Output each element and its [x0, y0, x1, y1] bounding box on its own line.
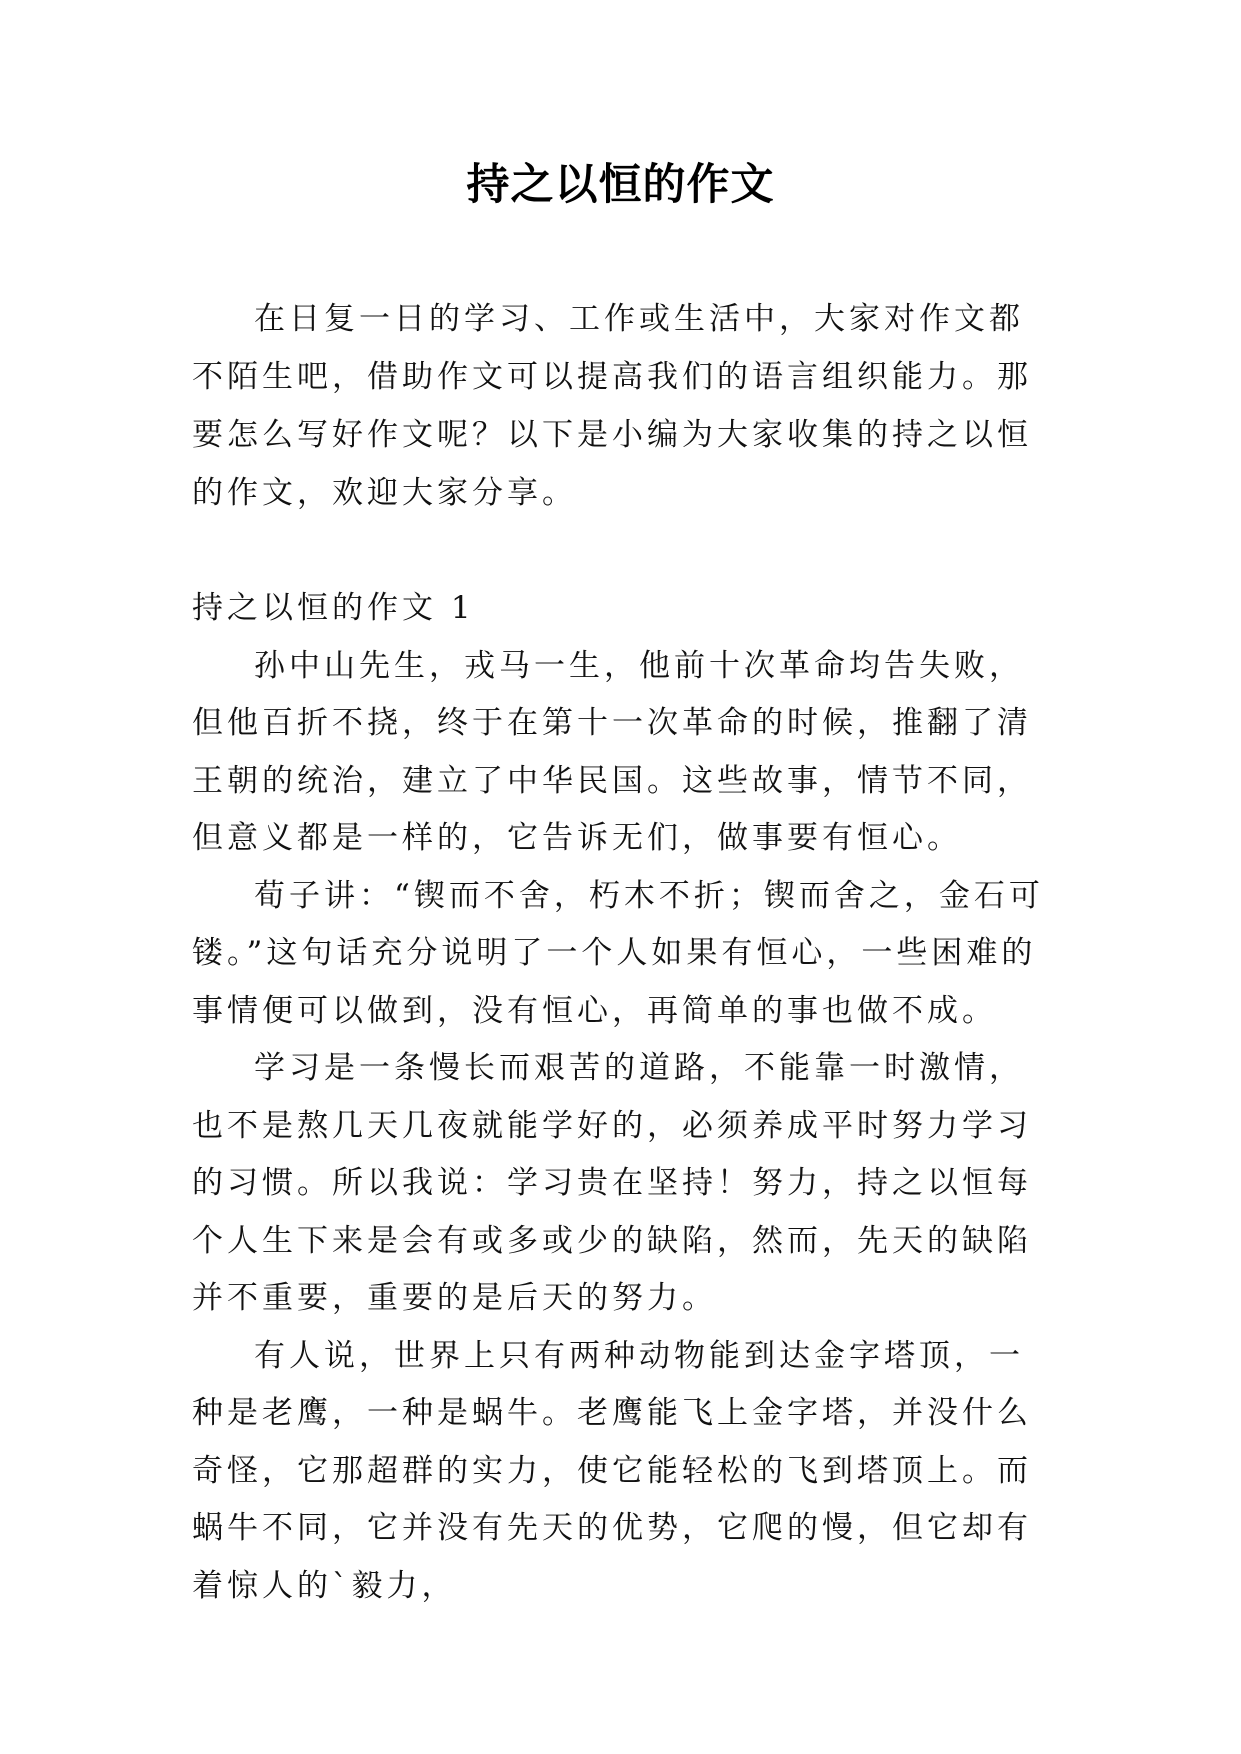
essay-paragraph: 学习是一条慢长而艰苦的道路，不能靠一时激情，也不是熬几天几夜就能学好的，必须养成平时努力学习的习惯。所以我说：学习贵在坚持！努力，持之以恒每个人生下来是会有或多或少的缺陷，然而，先天的缺陷并不重要，重要的是后天的努力。: [192, 1050, 1032, 1316]
essay-section: [192, 580, 1058, 1615]
essay-paragraph: 孙中山先生，戎马一生，他前十次革命均告失败，但他百折不挠，终于在第十一次革命的时候，推翻了清王朝的统治，建立了中华民国。这些故事，情节不同，但意义都是一样的，它告诉无们，做事要有恒心。: [192, 647, 1032, 856]
document-title: 持之以恒的作文: [466, 160, 775, 210]
essay-paragraph: 荀子讲：“锲而不舍，朽木不折；锲而舍之，金石可镂。”这句话充分说明了一个人如果有恒心，一些困难的事情便可以做到，没有恒心，再简单的事也做不成。: [192, 877, 1044, 1029]
intro-block: [192, 290, 1058, 522]
essay-paragraph: 有人说，世界上只有两种动物能到达金字塔顶，一种是老鹰，一种是蜗牛。老鹰能飞上金字塔，并没什么奇怪，它那超群的实力，使它能轻松的飞到塔顶上。而蜗牛不同，它并没有先天的优势，它爬的慢，但它却有着惊人的`毅力，: [192, 1337, 1032, 1604]
section-heading: 持之以恒的作文 1: [192, 590, 475, 626]
intro-paragraph: 在日复一日的学习、工作或生活中，大家对作文都不陌生吧，借助作文可以提高我们的语言组织能力。那要怎么写好作文呢？以下是小编为大家收集的持之以恒的作文，欢迎大家分享。: [192, 301, 1032, 511]
